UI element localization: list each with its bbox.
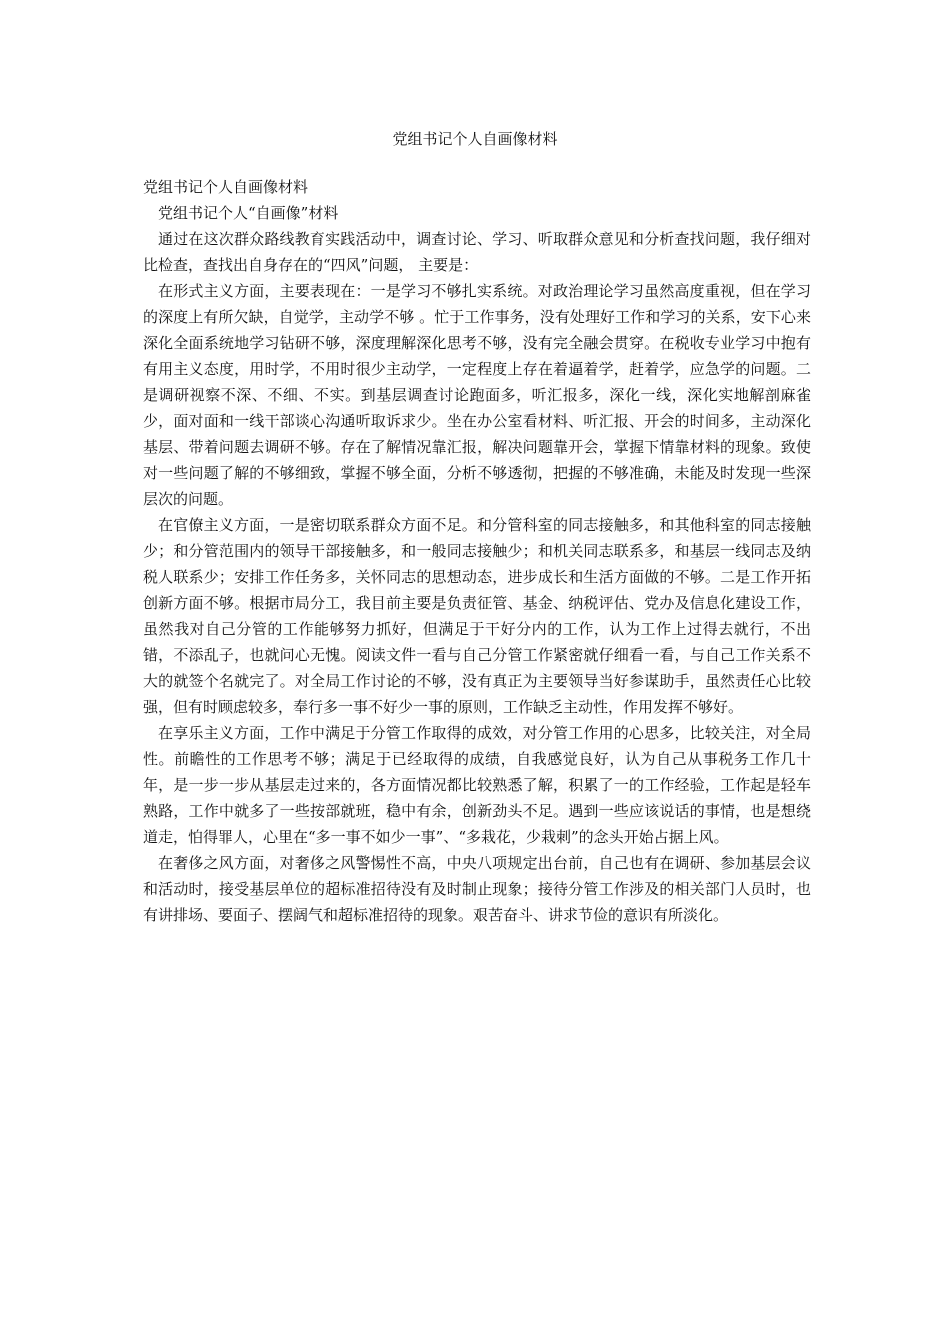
paragraph-hedonism: 在享乐主义方面，工作中满足于分管工作取得的成效，对分管工作用的心思多，比较关注，对全局性。前瞻性的工作思考不够；满足于已经取得的成绩，自我感觉良好，认为自己从事税务工作几十年，是一步一步从基层走过来的，各方面情况都比较熟悉了解，积累了一的工作经验，工作起是轻车熟路，工作中就多了一些按部就班，稳中有余，创新劲头不足。遇到一些应该说话的事情，也是想绕道走，怕得罪人，心里在“多一事不如少一事”、“多栽花，少栽刺”的念头开始占据上风。 [143, 724, 811, 846]
paragraph-extravagance: 在奢侈之风方面，对奢侈之风警惕性不高，中央八项规定出台前，自己也有在调研、参加基层会议和活动时，接受基层单位的超标准招待没有及时制止现象；接待分管工作涉及的相关部门人员时，也有讲排场、要面子、摆阔气和超标准招待的现象。艰苦奋斗、讲求节俭的意识有所淡化。 [143, 854, 811, 924]
document-subheading: 党组书记个人“自画像”材料 [158, 204, 339, 222]
document-body [143, 174, 811, 928]
paragraph-formalism: 在形式主义方面，主要表现在：一是学习不够扎实系统。对政治理论学习虽然高度重视，但在学习的深度上有所欠缺，自觉学，主动学不够 。忙于工作事务，没有处理好工作和学习的关系，安下心来深化全面系统地学习钻研不够，深度理解深化思考不够，没有完全融会贯穿。在税收专业学习中抱有有用主义态度，用时学，不用时很少主动学，一定程度上存在着逼着学，赶着学，应急学的问题。二是调研视察不深、不细、不实。到基层调查讨论跑面多，听汇报多，深化一线，深化实地解剖麻雀少，面对面和一线干部谈心沟通听取诉求少。坐在办公室看材料、听汇报、开会的时间多，主动深化基层、带着问题去调研不够。存在了解情况靠汇报，解决问题靠开会，掌握下情靠材料的现象。致使对一些问题了解的不够细致，掌握不够全面，分析不够透彻，把握的不够准确，未能及时发现一些深层次的问题。 [143, 282, 811, 508]
document-heading: 党组书记个人自画像材料 [143, 178, 309, 196]
paragraph-bureaucratism: 在官僚主义方面，一是密切联系群众方面不足。和分管科室的同志接触多，和其他科室的同志接触少；和分管范围内的领导干部接触多，和一般同志接触少；和机关同志联系多，和基层一线同志及纳税人联系少；安排工作任务多，关怀同志的思想动态，进步成长和生活方面做的不够。二是工作开拓创新方面不够。根据市局分工，我目前主要是负责征管、基金、纳税评估、党办及信息化建设工作，虽然我对自己分管的工作能够努力抓好，但满足于干好分内的工作，认为工作上过得去就行，不出错，不添乱子，也就问心无愧。阅读文件一看与自己分管工作紧密就仔细看一看，与自己工作关系不大的就签个名就完了。对全局工作讨论的不够，没有真正为主要领导当好参谋助手，虽然责任心比较强，但有时顾虑较多，奉行多一事不好少一事的原则，工作缺乏主动性，作用发挥不够好。 [143, 516, 811, 716]
paragraph-intro: 通过在这次群众路线教育实践活动中，调查讨论、学习、听取群众意见和分析查找问题，我仔细对比检查，查找出自身存在的“四风”问题， 主要是： [143, 230, 811, 274]
page-title: 党组书记个人自画像材料 [392, 130, 558, 148]
